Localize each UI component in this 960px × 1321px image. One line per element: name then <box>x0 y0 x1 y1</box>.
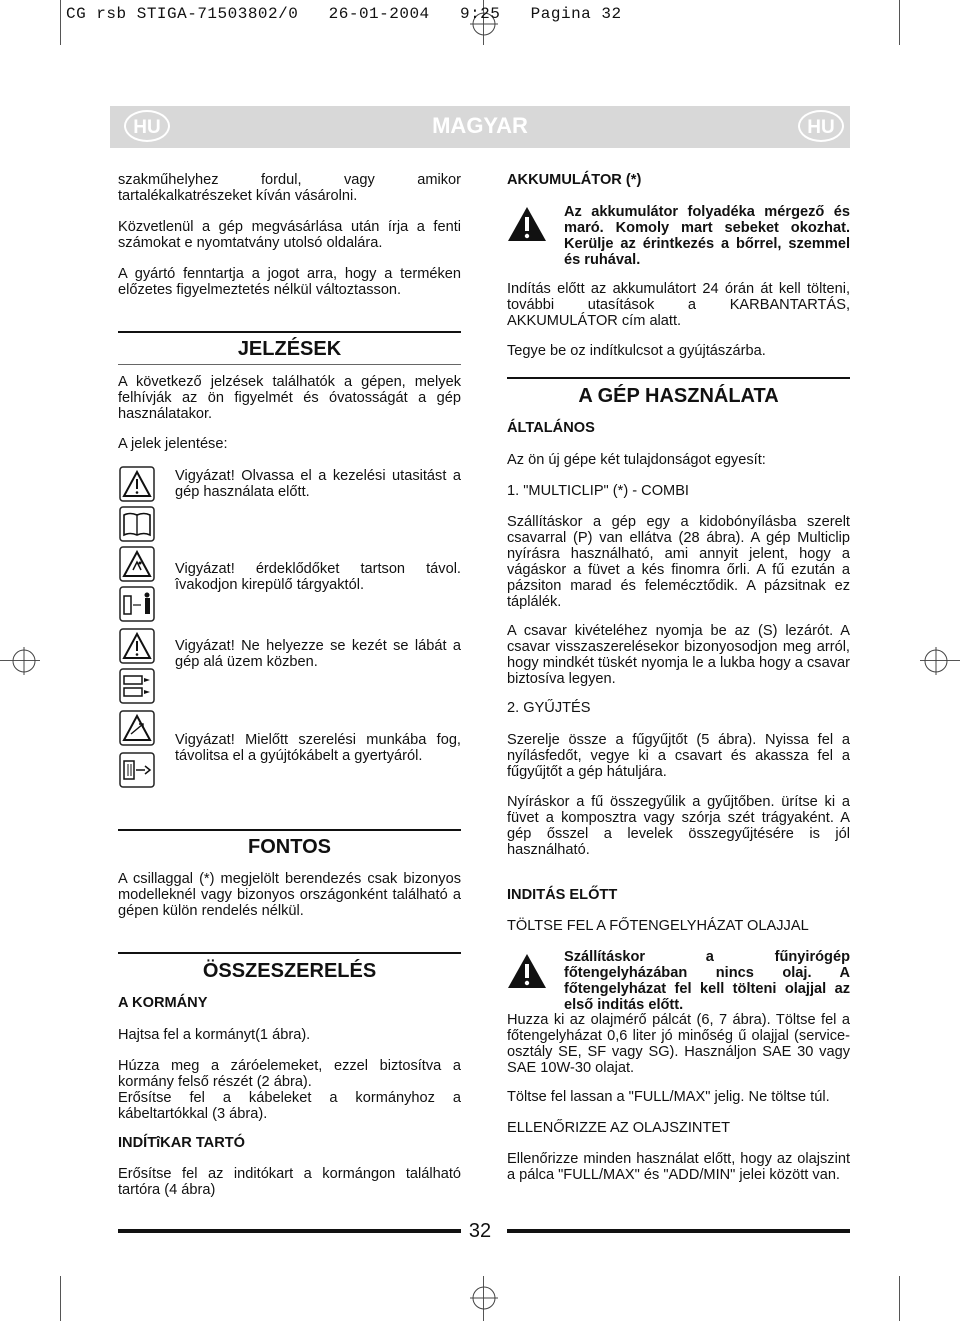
left-p2: Közvetlenül a gép megvásárlása után írja a fenti számokat e nyomtatvány utolsó oldalára. <box>118 219 461 251</box>
right-r6: A csavar kivételéhez nyomja be az (S) lezárót. A csavar visszaszerelésekor bizonyosodjon meg arról, hogy mindkét tüskét nyomja le a lukba hogy a csavar biztosíva legyen. <box>507 623 850 687</box>
band-title: MAGYAR <box>432 113 528 138</box>
registration-mark-bottom <box>470 1284 498 1312</box>
crop-mark <box>60 1276 61 1321</box>
inditokar-subheading: INDÍTîKAR TARTÓ <box>118 1135 246 1151</box>
thrown-objects-icon <box>119 546 155 582</box>
left-p4: A következő jelzések találhatók a gépen, melyek felhívják az ön figyelmét és óvatosságát a gép használatakor. <box>118 374 461 422</box>
right-r8: Szerelje össze a fűgyűjtőt (5 ábra). Nyissa fel a nyílásfedőt, vegye ki a csavart és akassza fel a fűgyűjtőt a gép hátuljára. <box>507 732 850 780</box>
right-r5: Szállításkor a gép egy a kidobónyílásba szerelt csavarral (P) van ellátva (28 ábra). A gép Multiclip nyírásra használható, ami annyit jelent, hogy a vágáskor a füvet a kés finomra őrli. A fű ezután a pázsiton marad és feleméсztődik. A pázsitnak ez táplálék. <box>507 514 850 610</box>
sign2-text: Vigyázat! érdeklődőket tartson távol. îvakodjon kirepülő tárgyaktól. <box>175 561 461 593</box>
fontos-title: FONTOS <box>248 836 331 858</box>
spark-plug-icon <box>119 752 155 788</box>
warning-triangle-icon <box>506 952 548 990</box>
left-p9: Erősítse fel az inditókart a kormángon található tartóra (4 ábra) <box>118 1166 461 1198</box>
right-r4: 1. "MULTICLIP" (*) - COMBI <box>507 483 689 499</box>
sign1-text: Vigyázat! Olvassa el a kezelési utasitást a gép használata előtt. <box>175 468 461 500</box>
maintenance-warning-icon <box>119 710 155 746</box>
akku-warning: Az akkumulátor folyadéka mérgező és maró. Komoly mart sebeket okozhat. Kerülje az érintkezés a bőrrel, szemmel és ruhával. <box>564 204 850 268</box>
manual-book-icon <box>119 506 155 542</box>
sign4-text: Vigyázat! Mielőtt szerelési munkába fog, távolitsa el a gyújtókábelt a gyertyáról. <box>175 732 461 764</box>
fontos-rule <box>118 829 461 831</box>
warning-triangle-icon <box>119 466 155 502</box>
sign3-text: Vigyázat! Ne helyezze se kezét se lábát a gép alá üzem közben. <box>175 638 461 670</box>
jelzesek-rule-thin <box>118 364 461 365</box>
altalanos-subheading: ÁLTALÁNOS <box>507 420 595 436</box>
crop-mark <box>60 0 61 45</box>
right-r9: Nyíráskor a fű összegyűlik a gyűjtőben. ürítse ki a füvet a komposztra vagy szórja szét trágyaként. A gép ősszel a levelek összegyűjtésére is jól használható. <box>507 794 850 858</box>
right-r7: 2. GYŰJTÉS <box>507 700 591 716</box>
footer-bar-left <box>118 1229 461 1233</box>
kormany-subheading: A KORMÁNY <box>118 995 208 1011</box>
hu-badge-left: HU <box>124 110 170 142</box>
jelzesek-rule <box>118 331 461 333</box>
hasznalat-rule <box>507 377 850 379</box>
footer-bar-right <box>507 1229 850 1233</box>
akku-subheading: AKKUMULÁTOR (*) <box>507 172 642 188</box>
right-r3: Az ön új gépe két tulajdonságot egyesít: <box>507 452 766 468</box>
left-p6: A csillaggal (*) megjelölt berendezés csak bizonyos modelleknél vagy bizonyos országonként található a gépen külön rendelés nélkül. <box>118 871 461 919</box>
registration-mark-left <box>10 647 38 675</box>
left-p7: Hajtsa fel a kormányt(1 ábra). <box>118 1027 311 1043</box>
osszeszereles-rule <box>118 952 461 954</box>
right-r13: ELLENŐRIZZE AZ OLAJSZINTET <box>507 1120 731 1136</box>
print-header: CG rsb STIGA-71503802/0 26-01-2004 9:25 Pagina 32 <box>66 5 622 23</box>
page-number: 32 <box>468 1220 492 1242</box>
crop-mark <box>899 0 900 45</box>
right-r14: Ellenőrizze minden használat előtt, hogy az olajszint a pálca "FULL/MAX" és "ADD/MIN" jelei között van. <box>507 1151 850 1183</box>
oil-warning: Szállításkor a fűnyirógép főtengelyházában nincs olaj. A főtengelyházat fel kell tölteni olajjal az első inditás előtt. <box>564 949 850 1013</box>
warning-triangle-icon <box>506 205 548 243</box>
keep-distance-icon <box>119 586 155 622</box>
left-p8: Húzza meg a záróelemeket, ezzel biztosítva a kormány felső részét (2 ábra). Erősítse fel a kábeleket a kormányhoz a kábeltartókkal (3 ábra). <box>118 1058 461 1122</box>
warning-triangle-icon <box>119 628 155 664</box>
inditas-subheading: INDITÁS ELŐTT <box>507 887 618 903</box>
hand-foot-blade-icon <box>119 668 155 704</box>
registration-mark-right <box>922 647 950 675</box>
right-r2: Tegye be oz indítkulcsot a gyújtászárba. <box>507 343 766 359</box>
right-r10: TÖLTSE FEL A FŐTENGELYHÁZAT OLAJJAL <box>507 918 809 934</box>
left-p5: A jelek jelentése: <box>118 436 228 452</box>
hasznalat-title: A GÉP HASZNÁLATA <box>578 385 779 407</box>
right-r1: Indítás előtt az akkumulátort 24 órán át kell tölteni, további utasítások a KARBANTARTÁS, AKKUMULÁTOR cím alatt. <box>507 281 850 329</box>
jelzesek-title: JELZÉSEK <box>237 338 342 360</box>
language-band <box>110 106 850 148</box>
left-p3: A gyártó fenntartja a jogot arra, hogy a terméken előzetes figyelmeztetés nélkül változtasson. <box>118 266 461 298</box>
right-r12: Töltse fel lassan a "FULL/MAX" jelig. Ne töltse túl. <box>507 1089 830 1105</box>
crop-mark <box>899 1276 900 1321</box>
hu-badge-right: HU <box>798 110 844 142</box>
osszeszereles-title: ÖSSZESZERELÉS <box>202 960 377 982</box>
left-p1: szakműhelyhez fordul, vagy amikor tartalékalkatrészeket kíván vásárolni. <box>118 172 461 204</box>
right-r11: Huzza ki az olajmérő pálcát (6, 7 ábra). Töltse fel a főtengelyházat 0,6 liter jó minőség ű olajjal (service-osztály SE, SF vagy SG). Használjon SAE 30 vagy SAE 10W-30 olajat. <box>507 1012 850 1076</box>
